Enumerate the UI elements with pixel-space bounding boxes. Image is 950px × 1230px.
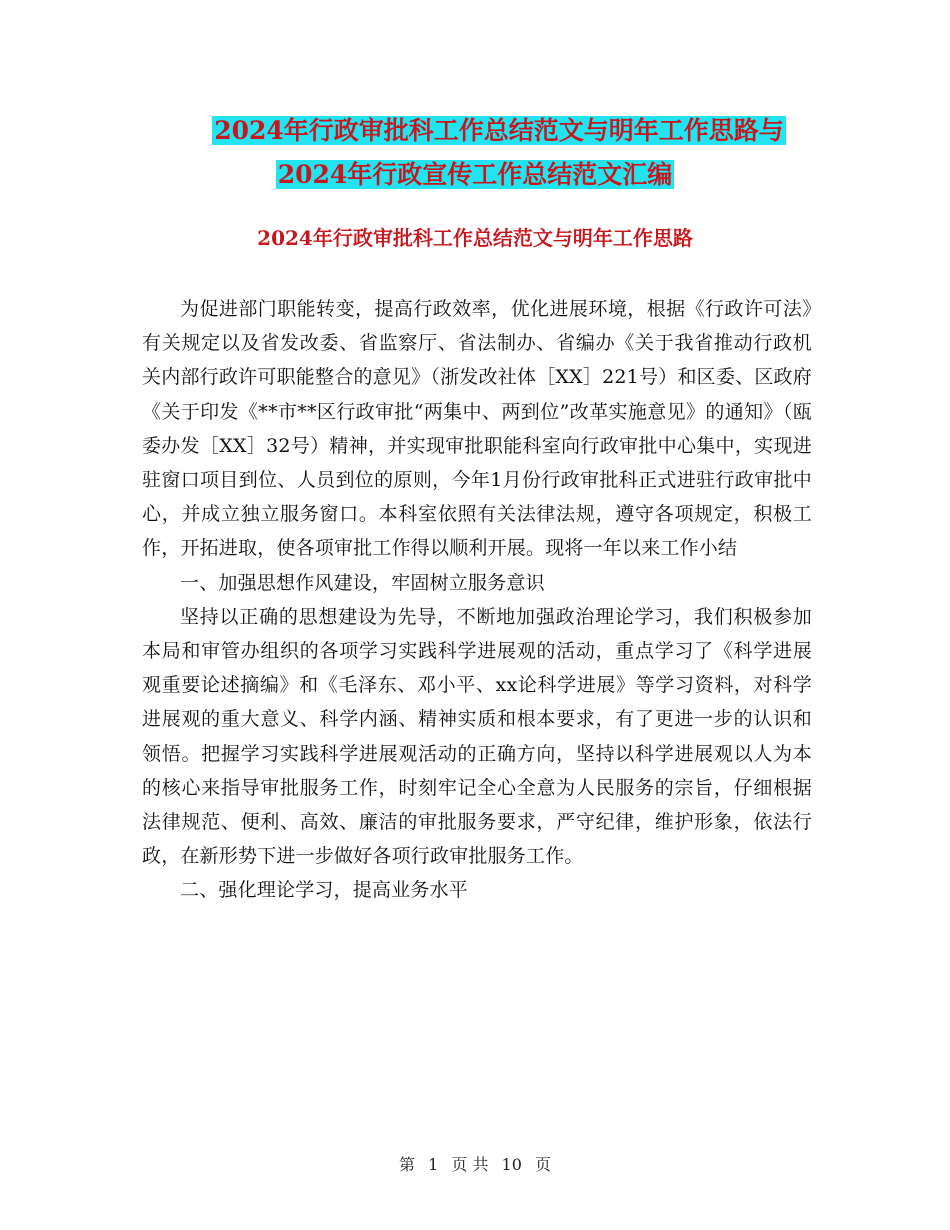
footer-suffix: 页 xyxy=(535,1155,552,1174)
document-title-line-1 xyxy=(24,111,950,151)
heading-section-1: 一、加强思想作风建设，牢固树立服务意识 xyxy=(180,571,545,594)
footer-middle: 页 共 xyxy=(451,1155,489,1174)
document-body xyxy=(142,292,812,908)
footer-page-number: 1 xyxy=(428,1155,439,1174)
paragraph-intro: 为促进部门职能转变，提高行政效率，优化进展环境，根据《行政许可法》有关规定以及省发改委、省监察厅、省法制办、省编办《关于我省推动行政机关内部行政许可职能整合的意见》（浙发改社体［XX］221号）和区委、区政府《关于印发《**市**区行政审批“两集中、两到位”改革实施意见》的通知》（瓯委办发［XX］32号）精神，并实现审批职能科室向行政审批中心集中，实现进驻窗口项目到位、人员到位的原则，今年1月份行政审批科正式进驻行政审批中心，并成立独立服务窗口。本科室依照有关法律法规，遵守各项规定，积极工作，开拓进取，使各项审批工作得以顺利开展。现将一年以来工作小结 xyxy=(142,298,812,560)
page-footer xyxy=(0,1153,950,1177)
document-title-line-2 xyxy=(0,155,950,195)
footer-prefix: 第 xyxy=(398,1155,415,1174)
title-highlight: 2024年行政宣传工作总结范文汇编 xyxy=(277,160,673,189)
paragraph-section-1: 坚持以正确的思想建设为先导，不断地加强政治理论学习，我们积极参加本局和审管办组织的各项学习实践科学进展观的活动，重点学习了《科学进展观重要论述摘编》和《毛泽东、邓小平、xx论科学进展》等学习资料，对科学进展观的重大意义、科学内涵、精神实质和根本要求，有了更进一步的认识和领悟。把握学习实践科学进展观活动的正确方向，坚持以科学进展观以人为本的核心来指导审批服务工作，时刻牢记全心全意为人民服务的宗旨，仔细根据法律规范、便利、高效、廉洁的审批服务要求，严守纪律，维护形象，依法行政，在新形势下进一步做好各项行政审批服务工作。 xyxy=(142,605,812,868)
heading-section-2: 二、强化理论学习，提高业务水平 xyxy=(180,879,469,902)
footer-total-pages: 10 xyxy=(501,1155,522,1174)
section-title: 2024年行政审批科工作总结范文与明年工作思路 xyxy=(257,226,693,250)
title-highlight: 2024年行政审批科工作总结范文与明年工作思路与 xyxy=(214,116,784,145)
